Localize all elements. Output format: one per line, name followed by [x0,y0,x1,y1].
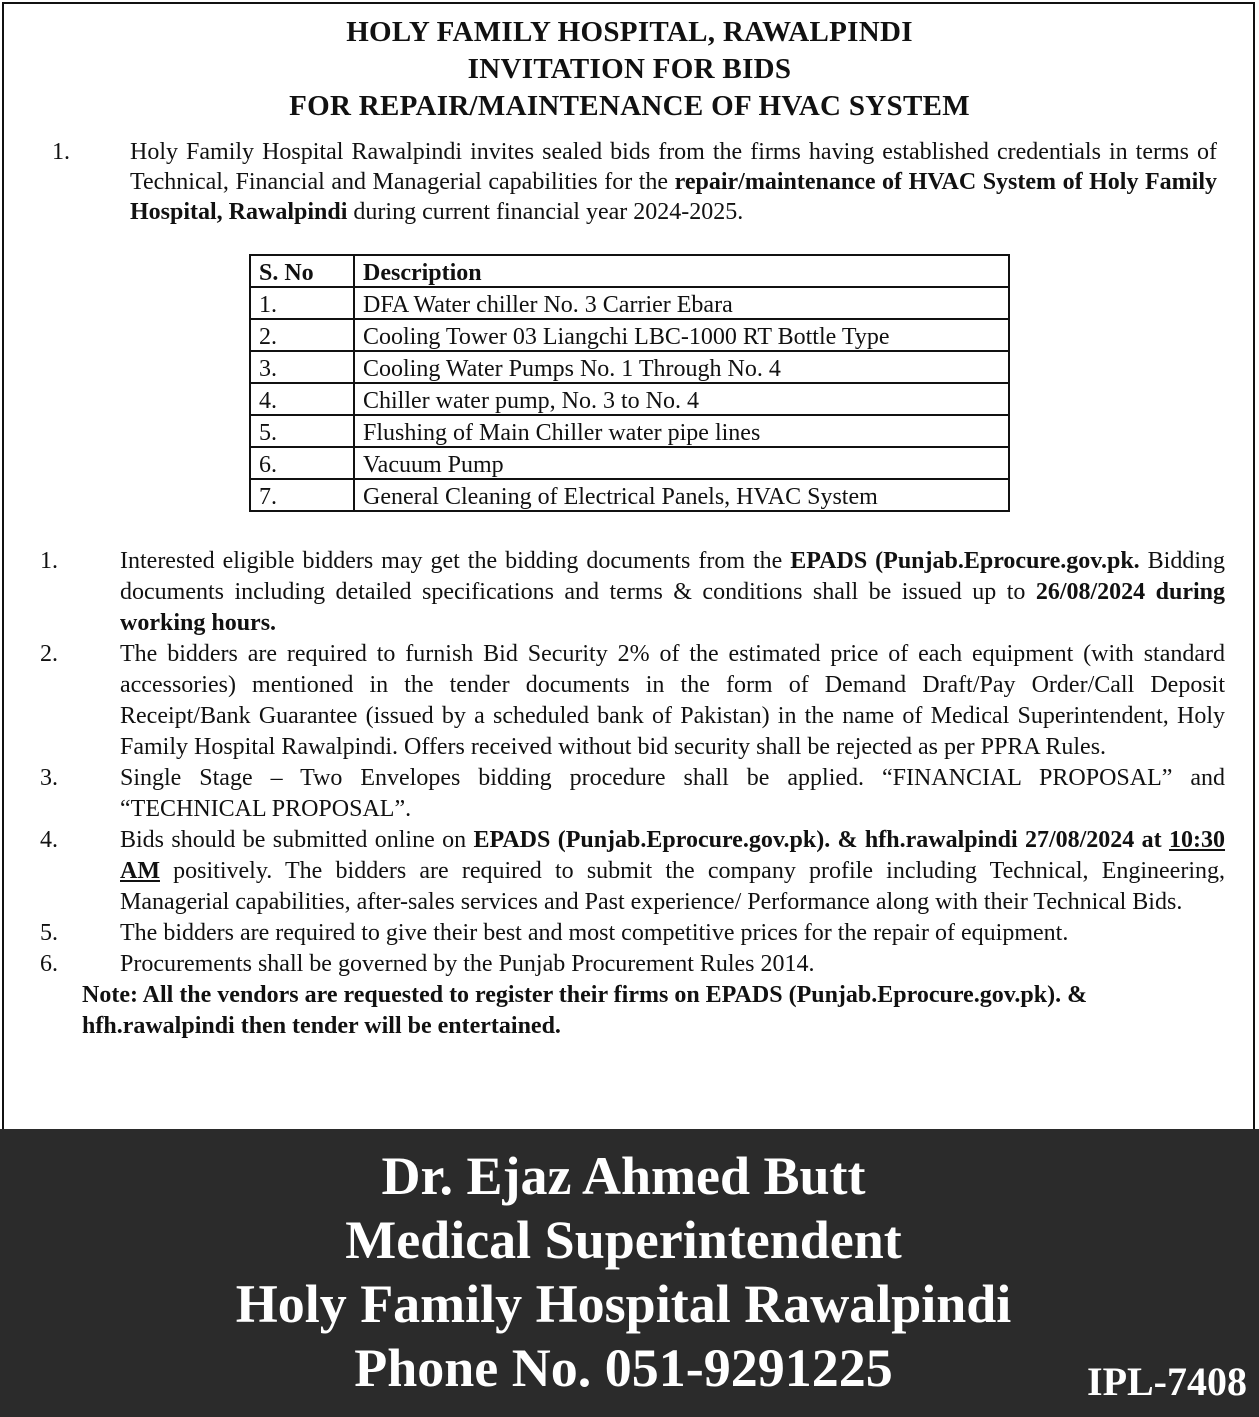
term-text: Procurements shall be governed by the Punjab Procurement Rules 2014. [120,951,815,977]
row-description: General Cleaning of Electrical Panels, HVAC System [354,479,1009,511]
terms-list [40,546,1225,1042]
term-text-part: Interested eligible bidders may get the bidding documents from the [120,548,791,574]
term-item [40,825,1225,918]
term-number: 6. [40,951,58,977]
row-description: Chiller water pump, No. 3 to No. 4 [354,383,1009,415]
row-sno: 5. [250,415,354,447]
term-text-part: Bids should be submitted online on [120,827,474,853]
term-number: 4. [40,827,58,853]
term-number: 3. [40,765,58,791]
hospital-name: HOLY FAMILY HOSPITAL, RAWALPINDI [346,16,913,48]
header-sno: S. No [250,255,354,287]
intro-text [130,137,1217,227]
table-row [250,287,1009,319]
table-header-row [250,255,1009,287]
intro-text-bold: repair/maintenance of HVAC System of Holy Family Hospital, Rawalpindi [130,169,1217,225]
term-text [120,825,1225,918]
row-sno: 1. [250,287,354,319]
row-sno: 2. [250,319,354,351]
notice-title: INVITATION FOR BIDS [467,53,792,85]
term-text: The bidders are required to furnish Bid Security 2% of the estimated price of each equipment (with standard accessories) mentioned in the tender documents in the form of Demand Draft/Pay Order/Call Deposit Receipt/Bank Guarantee (issued by a scheduled bank of Pakistan) in the name of Medical Superintendent, Holy Family Hospital Rawalpindi. Offers received without bid security shall be rejected as per PPRA Rules. [120,641,1225,760]
items-table [249,254,1010,512]
vendor-note: Note: All the vendors are requested to register their firms on EPADS (Punjab.Eprocure.gov.pk). & hfh.rawalpindi then tender will be entertained. [82,982,1088,1039]
table-row [250,447,1009,479]
intro-paragraph [52,137,1217,227]
term-item [40,949,1225,980]
term-number: 1. [40,548,58,574]
term-item [40,639,1225,763]
row-description: Cooling Tower 03 Liangchi LBC-1000 RT Bottle Type [354,319,1009,351]
term-number: 5. [40,920,58,946]
term-text-part: Bidding documents including detailed specifications and terms & conditions shall be issued up to [120,548,1226,605]
term-item [40,546,1225,639]
row-description: Vacuum Pump [354,447,1009,479]
row-description: Cooling Water Pumps No. 1 Through No. 4 [354,351,1009,383]
advertisement-ref: IPL-7408 [1087,1359,1247,1404]
term-text [120,546,1225,639]
notice-subtitle: FOR REPAIR/MAINTENANCE OF HVAC SYSTEM [289,90,970,122]
table-row [250,383,1009,415]
term-number: 2. [40,641,58,667]
term-text: Single Stage – Two Envelopes bidding procedure shall be applied. “FINANCIAL PROPOSAL” and “TECHNICAL PROPOSAL”. [120,765,1225,822]
row-sno: 6. [250,447,354,479]
signatory-name: Dr. Ejaz Ahmed Butt [381,1146,866,1206]
submission-time: 10:30 AM [120,827,1226,884]
table-row [250,479,1009,511]
term-item [40,918,1225,949]
intro-number: 1. [52,139,70,165]
intro-text-part-2: during current financial year 2024-2025. [347,199,744,225]
row-sno: 7. [250,479,354,511]
notice-header [0,14,1259,125]
row-sno: 3. [250,351,354,383]
term-item [40,763,1225,825]
signatory-organization: Holy Family Hospital Rawalpindi [235,1274,1012,1334]
term-text-bold: 26/08/2024 during working hours. [120,579,1225,636]
row-sno: 4. [250,383,354,415]
term-text: The bidders are required to give their best and most competitive prices for the repair of equipment. [120,920,1069,946]
row-description: DFA Water chiller No. 3 Carrier Ebara [354,287,1009,319]
signature-block [0,1129,1259,1417]
row-description: Flushing of Main Chiller water pipe lines [354,415,1009,447]
intro-text-part-1: Holy Family Hospital Rawalpindi invites sealed bids from the firms having established credentials in terms of Technical, Financial and Managerial capabilities for the [130,139,1217,195]
term-text-part: positively. The bidders are required to submit the company profile including Technical, Engineering, Managerial capabilities, after-sales services and Past experience/ Performance along with their Technical Bids. [120,858,1225,915]
term-text-bold: EPADS (Punjab.Eprocure.gov.pk). & hfh.rawalpindi 27/08/2024 at [473,827,1170,853]
signatory-phone: Phone No. 051-9291225 [354,1338,893,1398]
signatory-designation: Medical Superintendent [345,1210,902,1270]
table-row [250,319,1009,351]
table-row [250,415,1009,447]
term-text-bold: EPADS (Punjab.Eprocure.gov.pk. [790,548,1140,574]
table-row [250,351,1009,383]
header-description: Description [354,255,1009,287]
